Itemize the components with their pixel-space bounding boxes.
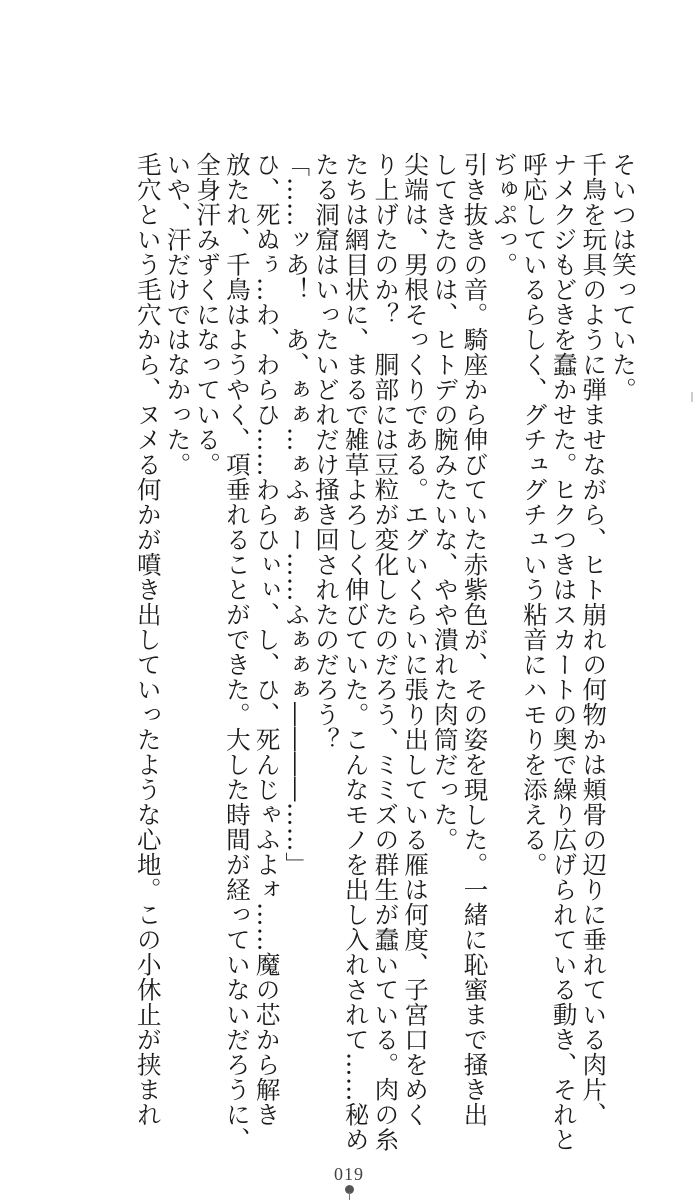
- text-line: たちは網目状に、まるで雑草よろしく伸びていた。こんなモノを出し入れされて……秘め: [341, 152, 371, 1152]
- text-line: いや、汗だけではなかった。: [163, 152, 193, 477]
- text-line: ひ、死ぬぅ…わ、わらひ……わらひぃぃ、し、ひ、死んじゃふよォ……魔の芯から解き: [252, 152, 282, 1127]
- text-line: そいつは笑っていた。: [609, 152, 638, 402]
- text-line: 尖端は、男根そっくりである。エグいくらいに張り出している雁は何度、子宮口をめく: [401, 152, 431, 1127]
- page-edge-mark: [691, 392, 693, 402]
- page-marker-stem: [349, 1192, 350, 1200]
- text-line: ナメクジもどきを蠢かせた。ヒクつきはスカートの奥で繰り広げられている動き、それと: [549, 152, 579, 1152]
- text-line: 呼応しているらしく、グチュグチュいう粘音にハモりを添える。: [519, 152, 549, 877]
- text-line: 「……ッあ！ あ、ぁぁ…ぁふぁー……ふぁぁぁ――――……」: [282, 152, 312, 877]
- text-line: 毛穴という毛穴から、ヌメる何かが噴き出していったような心地。この小休止が挟まれ: [133, 152, 163, 1127]
- text-line: り上げたのか？ 胴部には豆粒が変化したのだろう、ミミズの群生が蠢いている。肉の糸: [371, 152, 401, 1152]
- text-line: ぢゅぷっ。: [490, 152, 520, 277]
- text-line: してきたのは、ヒトデの腕みたいな、やや潰れた肉筒だった。: [430, 152, 460, 852]
- text-line: 放たれ、千鳥はようやく、項垂れることができた。大した時間が経っていないだろうに、: [222, 152, 252, 1152]
- body-text: [38, 152, 638, 1162]
- text-line: 引き抜きの音。騎座から伸びていた赤紫色が、その姿を現した。一緒に恥蜜まで掻き出: [460, 152, 490, 1127]
- text-line: 千鳥を玩具のように弾ませながら、ヒト崩れの何物かは頬骨の辺りに垂れている肉片、: [579, 152, 609, 1127]
- text-line: たる洞窟はいったいどれだけ掻き回されたのだろう？: [311, 152, 341, 752]
- text-line: 全身汗みずくになっている。: [193, 152, 223, 477]
- page-number: 019: [334, 1164, 364, 1184]
